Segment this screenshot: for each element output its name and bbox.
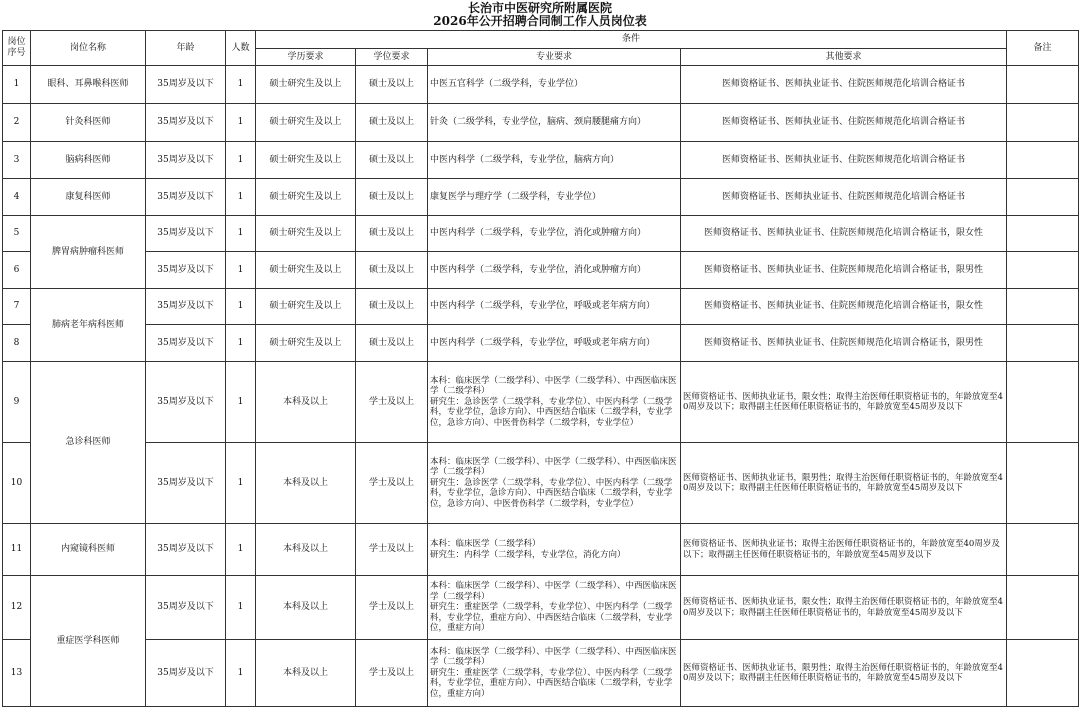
- header-edu: 学历要求: [256, 49, 356, 66]
- cell-seq: 2: [3, 104, 31, 142]
- cell-other: 医师资格证书、医师执业证书、住院医师规范化培训合格证书: [681, 66, 1007, 104]
- cell-seq: 9: [3, 362, 31, 443]
- cell-name: 康复科医师: [31, 179, 146, 216]
- cell-degree: 硕士及以上: [356, 289, 428, 325]
- cell-other: 医师资格证书、医师执业证书、住院医师规范化培训合格证书，限男性: [681, 252, 1007, 289]
- header-major: 专业要求: [428, 49, 681, 66]
- cell-age: 35周岁及以下: [146, 179, 226, 216]
- cell-count: 1: [226, 142, 256, 179]
- cell-major: 本科：临床医学（二级学科）、中医学（二级学科）、中西医临床医学（二级学科） 研究生：重症医学（二级学科，专业学位）、中医内科学（二级学科，专业学位，重症方向）、中西医结合临床（二级学科，专业学位，重症方向）: [428, 640, 681, 707]
- cell-age: 35周岁及以下: [146, 524, 226, 576]
- table-row: [3, 66, 1079, 104]
- table-row: [3, 640, 1079, 707]
- header-count: 人数: [226, 31, 256, 66]
- cell-degree: 学士及以上: [356, 362, 428, 443]
- table-body: [3, 66, 1079, 707]
- cell-seq: 4: [3, 179, 31, 216]
- header-degree: 学位要求: [356, 49, 428, 66]
- cell-remark: [1007, 252, 1079, 289]
- cell-edu: 本科及以上: [256, 640, 356, 707]
- cell-edu: 硕士研究生及以上: [256, 325, 356, 362]
- cell-major: 本科：临床医学（二级学科）、中医学（二级学科）、中西医临床医学（二级学科） 研究生：急诊医学（二级学科，专业学位）、中医内科学（二级学科，专业学位，急诊方向）、中西医结合临床（二级学科，专业学位，急诊方向）、中医骨伤科学（二级学科，专业学位）: [428, 443, 681, 524]
- cell-degree: 硕士及以上: [356, 216, 428, 252]
- table-row: [3, 289, 1079, 325]
- table-row: [3, 252, 1079, 289]
- cell-name: 肺病老年病科医师: [31, 289, 146, 362]
- cell-edu: 硕士研究生及以上: [256, 289, 356, 325]
- cell-degree: 硕士及以上: [356, 179, 428, 216]
- cell-remark: [1007, 289, 1079, 325]
- cell-edu: 硕士研究生及以上: [256, 252, 356, 289]
- cell-age: 35周岁及以下: [146, 443, 226, 524]
- cell-other: 医师资格证书、医师执业证书、住院医师规范化培训合格证书，限男性: [681, 325, 1007, 362]
- document-title: [0, 0, 1080, 28]
- header-conditions: 条件: [256, 31, 1007, 49]
- table-row: [3, 524, 1079, 576]
- cell-edu: 硕士研究生及以上: [256, 104, 356, 142]
- cell-count: 1: [226, 362, 256, 443]
- cell-count: 1: [226, 66, 256, 104]
- cell-count: 1: [226, 640, 256, 707]
- title-line-1: 长治市中医研究所附属医院: [467, 1, 612, 15]
- cell-other: 医师资格证书、医师执业证书、住院医师规范化培训合格证书，限女性: [681, 289, 1007, 325]
- cell-remark: [1007, 325, 1079, 362]
- cell-seq: 8: [3, 325, 31, 362]
- cell-major: 中医内科学（二级学科，专业学位，呼吸或老年病方向）: [428, 289, 681, 325]
- cell-major: 针灸（二级学科，专业学位，脑病、颈肩腰腿痛方向）: [428, 104, 681, 142]
- cell-degree: 学士及以上: [356, 640, 428, 707]
- cell-seq: 7: [3, 289, 31, 325]
- cell-count: 1: [226, 252, 256, 289]
- cell-age: 35周岁及以下: [146, 252, 226, 289]
- cell-age: 35周岁及以下: [146, 362, 226, 443]
- table-row: [3, 576, 1079, 640]
- cell-edu: 硕士研究生及以上: [256, 216, 356, 252]
- title-line-2: 2026年公开招聘合同制工作人员岗位表: [433, 14, 647, 28]
- cell-degree: 硕士及以上: [356, 66, 428, 104]
- cell-edu: 硕士研究生及以上: [256, 179, 356, 216]
- cell-name: 内窥镜科医师: [31, 524, 146, 576]
- cell-count: 1: [226, 104, 256, 142]
- cell-name: 脾胃病肿瘤科医师: [31, 216, 146, 289]
- table-row: [3, 325, 1079, 362]
- table-row: [3, 216, 1079, 252]
- cell-remark: [1007, 524, 1079, 576]
- cell-name: 针灸科医师: [31, 104, 146, 142]
- header-remark: 备注: [1007, 31, 1079, 66]
- cell-major: 本科：临床医学（二级学科）、中医学（二级学科）、中西医临床医学（二级学科） 研究生：重症医学（二级学科，专业学位）、中医内科学（二级学科，专业学位，重症方向）、中西医结合临床（二级学科，专业学位，重症方向）: [428, 576, 681, 640]
- cell-major: 中医内科学（二级学科，专业学位，脑病方向）: [428, 142, 681, 179]
- cell-other: 医师资格证书、医师执业证书、住院医师规范化培训合格证书: [681, 179, 1007, 216]
- cell-age: 35周岁及以下: [146, 576, 226, 640]
- cell-other: 医师资格证书、医师执业证书，限女性；取得主治医师任职资格证书的，年龄放宽至40周岁及以下；取得副主任医师任职资格证书的，年龄放宽至45周岁及以下: [681, 576, 1007, 640]
- cell-other: 医师资格证书、医师执业证书、住院医师规范化培训合格证书: [681, 104, 1007, 142]
- cell-edu: 本科及以上: [256, 362, 356, 443]
- cell-other: 医师资格证书、医师执业证书，限男性；取得主治医师任职资格证书的，年龄放宽至40周岁及以下；取得副主任医师任职资格证书的，年龄放宽至45周岁及以下: [681, 640, 1007, 707]
- positions-table: [2, 30, 1079, 707]
- cell-edu: 本科及以上: [256, 443, 356, 524]
- cell-other: 医师资格证书、医师执业证书，限女性；取得主治医师任职资格证书的，年龄放宽至40周岁及以下；取得副主任医师任职资格证书的，年龄放宽至45周岁及以下: [681, 362, 1007, 443]
- cell-count: 1: [226, 576, 256, 640]
- cell-age: 35周岁及以下: [146, 104, 226, 142]
- cell-seq: 6: [3, 252, 31, 289]
- cell-seq: 1: [3, 66, 31, 104]
- table-row: [3, 179, 1079, 216]
- cell-seq: 10: [3, 443, 31, 524]
- cell-seq: 13: [3, 640, 31, 707]
- cell-age: 35周岁及以下: [146, 216, 226, 252]
- cell-seq: 12: [3, 576, 31, 640]
- cell-degree: 学士及以上: [356, 524, 428, 576]
- cell-age: 35周岁及以下: [146, 640, 226, 707]
- cell-age: 35周岁及以下: [146, 289, 226, 325]
- cell-age: 35周岁及以下: [146, 66, 226, 104]
- table-row: [3, 362, 1079, 443]
- cell-major: 康复医学与理疗学（二级学科，专业学位）: [428, 179, 681, 216]
- cell-count: 1: [226, 216, 256, 252]
- cell-count: 1: [226, 179, 256, 216]
- cell-other: 医师资格证书、医师执业证书、住院医师规范化培训合格证书，限女性: [681, 216, 1007, 252]
- cell-major: 中医内科学（二级学科，专业学位，消化或肿瘤方向）: [428, 252, 681, 289]
- cell-name: 重症医学科医师: [31, 576, 146, 707]
- cell-count: 1: [226, 443, 256, 524]
- cell-edu: 本科及以上: [256, 524, 356, 576]
- cell-degree: 硕士及以上: [356, 104, 428, 142]
- cell-edu: 硕士研究生及以上: [256, 142, 356, 179]
- cell-major: 中医内科学（二级学科，专业学位，消化或肿瘤方向）: [428, 216, 681, 252]
- cell-name: 脑病科医师: [31, 142, 146, 179]
- cell-remark: [1007, 104, 1079, 142]
- cell-remark: [1007, 443, 1079, 524]
- cell-other: 医师资格证书、医师执业证书，限男性；取得主治医师任职资格证书的，年龄放宽至40周岁及以下；取得副主任医师任职资格证书的，年龄放宽至45周岁及以下: [681, 443, 1007, 524]
- header-other: 其他要求: [681, 49, 1007, 66]
- cell-seq: 11: [3, 524, 31, 576]
- cell-count: 1: [226, 524, 256, 576]
- cell-edu: 硕士研究生及以上: [256, 66, 356, 104]
- cell-seq: 5: [3, 216, 31, 252]
- cell-remark: [1007, 142, 1079, 179]
- cell-remark: [1007, 362, 1079, 443]
- cell-remark: [1007, 576, 1079, 640]
- table-row: [3, 104, 1079, 142]
- cell-other: 医师资格证书、医师执业证书、住院医师规范化培训合格证书: [681, 142, 1007, 179]
- cell-other: 医师资格证书、医师执业证书；取得主治医师任职资格证书的，年龄放宽至40周岁及以下；取得副主任医师任职资格证书的，年龄放宽至45周岁及以下: [681, 524, 1007, 576]
- table-row: [3, 443, 1079, 524]
- cell-age: 35周岁及以下: [146, 142, 226, 179]
- table-row: [3, 142, 1079, 179]
- cell-remark: [1007, 216, 1079, 252]
- header-seq: 岗位序号: [3, 31, 31, 66]
- cell-age: 35周岁及以下: [146, 325, 226, 362]
- cell-major: 中医内科学（二级学科，专业学位，呼吸或老年病方向）: [428, 325, 681, 362]
- cell-remark: [1007, 640, 1079, 707]
- cell-major: 本科：临床医学（二级学科） 研究生：内科学（二级学科，专业学位，消化方向）: [428, 524, 681, 576]
- cell-degree: 硕士及以上: [356, 325, 428, 362]
- header-name: 岗位名称: [31, 31, 146, 66]
- cell-remark: [1007, 179, 1079, 216]
- cell-remark: [1007, 66, 1079, 104]
- cell-edu: 本科及以上: [256, 576, 356, 640]
- header-age: 年龄: [146, 31, 226, 66]
- cell-major: 本科：临床医学（二级学科）、中医学（二级学科）、中西医临床医学（二级学科） 研究生：急诊医学（二级学科，专业学位）、中医内科学（二级学科，专业学位，急诊方向）、中西医结合临床（二级学科，专业学位，急诊方向）、中医骨伤科学（二级学科，专业学位）: [428, 362, 681, 443]
- cell-degree: 硕士及以上: [356, 252, 428, 289]
- cell-count: 1: [226, 325, 256, 362]
- cell-degree: 学士及以上: [356, 443, 428, 524]
- cell-count: 1: [226, 289, 256, 325]
- cell-seq: 3: [3, 142, 31, 179]
- cell-major: 中医五官科学（二级学科，专业学位）: [428, 66, 681, 104]
- cell-name: 眼科、耳鼻喉科医师: [31, 66, 146, 104]
- cell-degree: 学士及以上: [356, 576, 428, 640]
- cell-name: 急诊科医师: [31, 362, 146, 524]
- cell-degree: 硕士及以上: [356, 142, 428, 179]
